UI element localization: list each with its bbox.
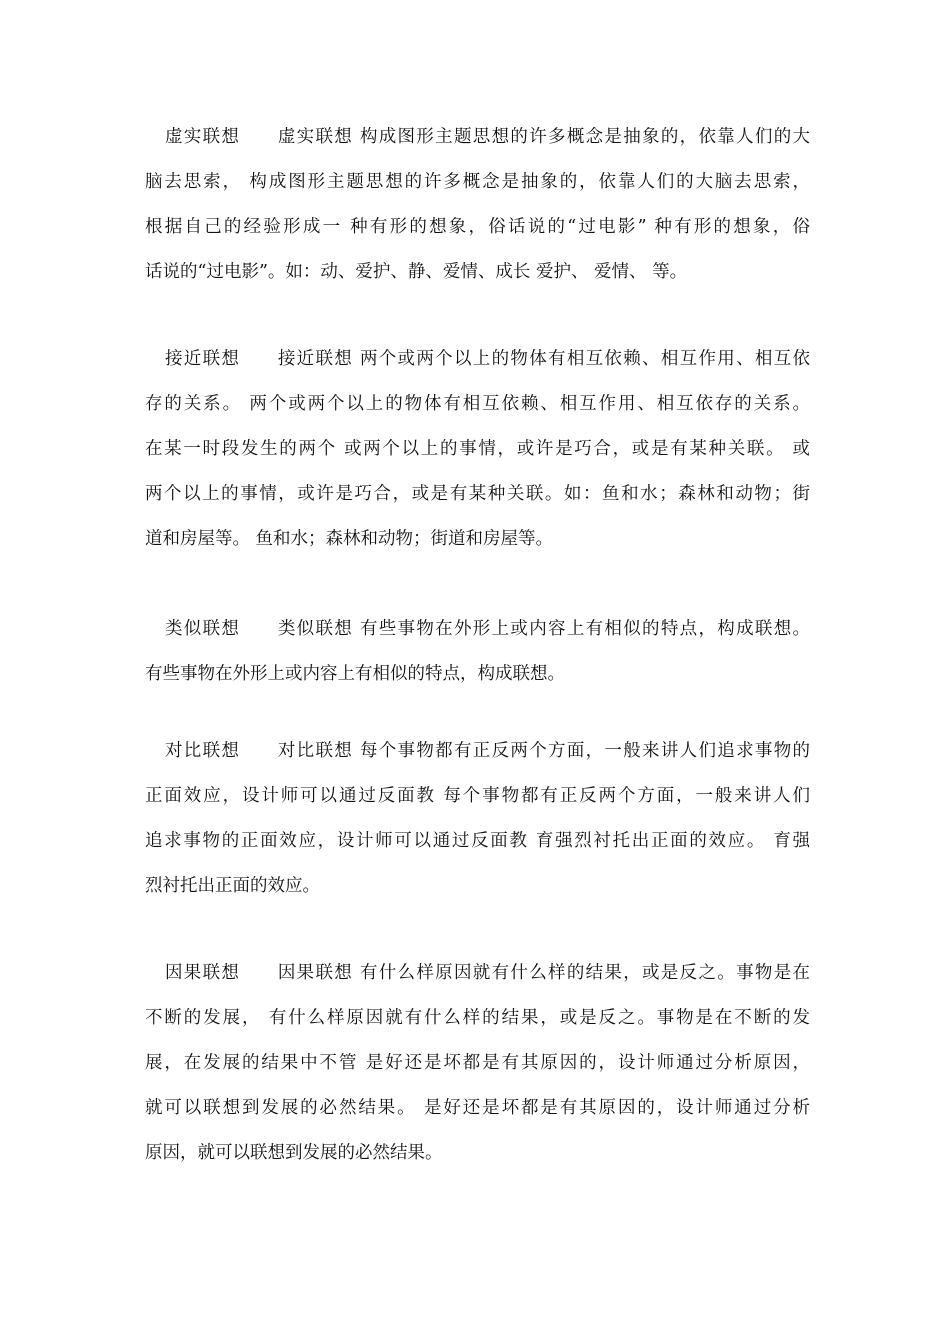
paragraph-line: 两个以上的事情，或许是巧合，或是有某种关联。如：鱼和水；森林和动物；街 (145, 484, 810, 504)
paragraph-line: 脑去思索， 构成图形主题思想的许多概念是抽象的，依靠人们的大脑去思索， (145, 172, 810, 192)
paragraph-line: 接近联想 接近联想 两个或两个以上的物体有相互依赖、相互作用、相互依 (165, 349, 810, 369)
paragraph-virtual-real-association (145, 115, 810, 295)
paragraph-contrast-association (145, 729, 810, 909)
paragraph-proximity-association (145, 337, 810, 562)
paragraph-causal-association (145, 951, 810, 1176)
paragraph-line: 话说的“过电影”。如：动、爱护、静、爱情、成长 爱护、 爱情、 等。 (145, 262, 688, 282)
paragraph-line: 因果联想 因果联想 有什么样原因就有什么样的结果，或是反之。事物是在 (165, 963, 810, 983)
paragraph-line: 根据自己的经验形成一 种有形的想象，俗话说的“过电影” 种有形的想象，俗 (145, 217, 810, 237)
paragraph-similarity-association (145, 607, 810, 697)
paragraph-line: 不断的发展， 有什么样原因就有什么样的结果，或是反之。事物是在不断的发 (145, 1008, 810, 1028)
paragraph-line: 追求事物的正面效应，设计师可以通过反面教 育强烈衬托出正面的效应。 育强 (145, 831, 810, 851)
paragraph-line: 正面效应，设计师可以通过反面教 每个事物都有正反两个方面，一般来讲人们 (145, 786, 810, 806)
paragraph-line: 在某一时段发生的两个 或两个以上的事情，或许是巧合，或是有某种关联。 或 (145, 439, 810, 459)
paragraph-line: 道和房屋等。 鱼和水；森林和动物；街道和房屋等。 (145, 529, 554, 549)
paragraph-line: 原因，就可以联想到发展的必然结果。 (145, 1143, 443, 1163)
paragraph-line: 展，在发展的结果中不管 是好还是坏都是有其原因的，设计师通过分析原因， (145, 1053, 810, 1073)
paragraph-line: 就可以联想到发展的必然结果。 是好还是坏都是有其原因的，设计师通过分析 (145, 1098, 810, 1118)
paragraph-line: 有些事物在外形上或内容上有相似的特点，构成联想。 (145, 664, 565, 684)
paragraph-line: 虚实联想 虚实联想 构成图形主题思想的许多概念是抽象的，依靠人们的大 (165, 127, 810, 147)
paragraph-line: 烈衬托出正面的效应。 (145, 876, 320, 896)
paragraph-line: 存的关系。 两个或两个以上的物体有相互依赖、相互作用、相互依存的关系。 (145, 394, 810, 414)
paragraph-line: 类似联想 类似联想 有些事物在外形上或内容上有相似的特点，构成联想。 (165, 619, 810, 639)
paragraph-line: 对比联想 对比联想 每个事物都有正反两个方面，一般来讲人们追求事物的 (165, 741, 810, 761)
